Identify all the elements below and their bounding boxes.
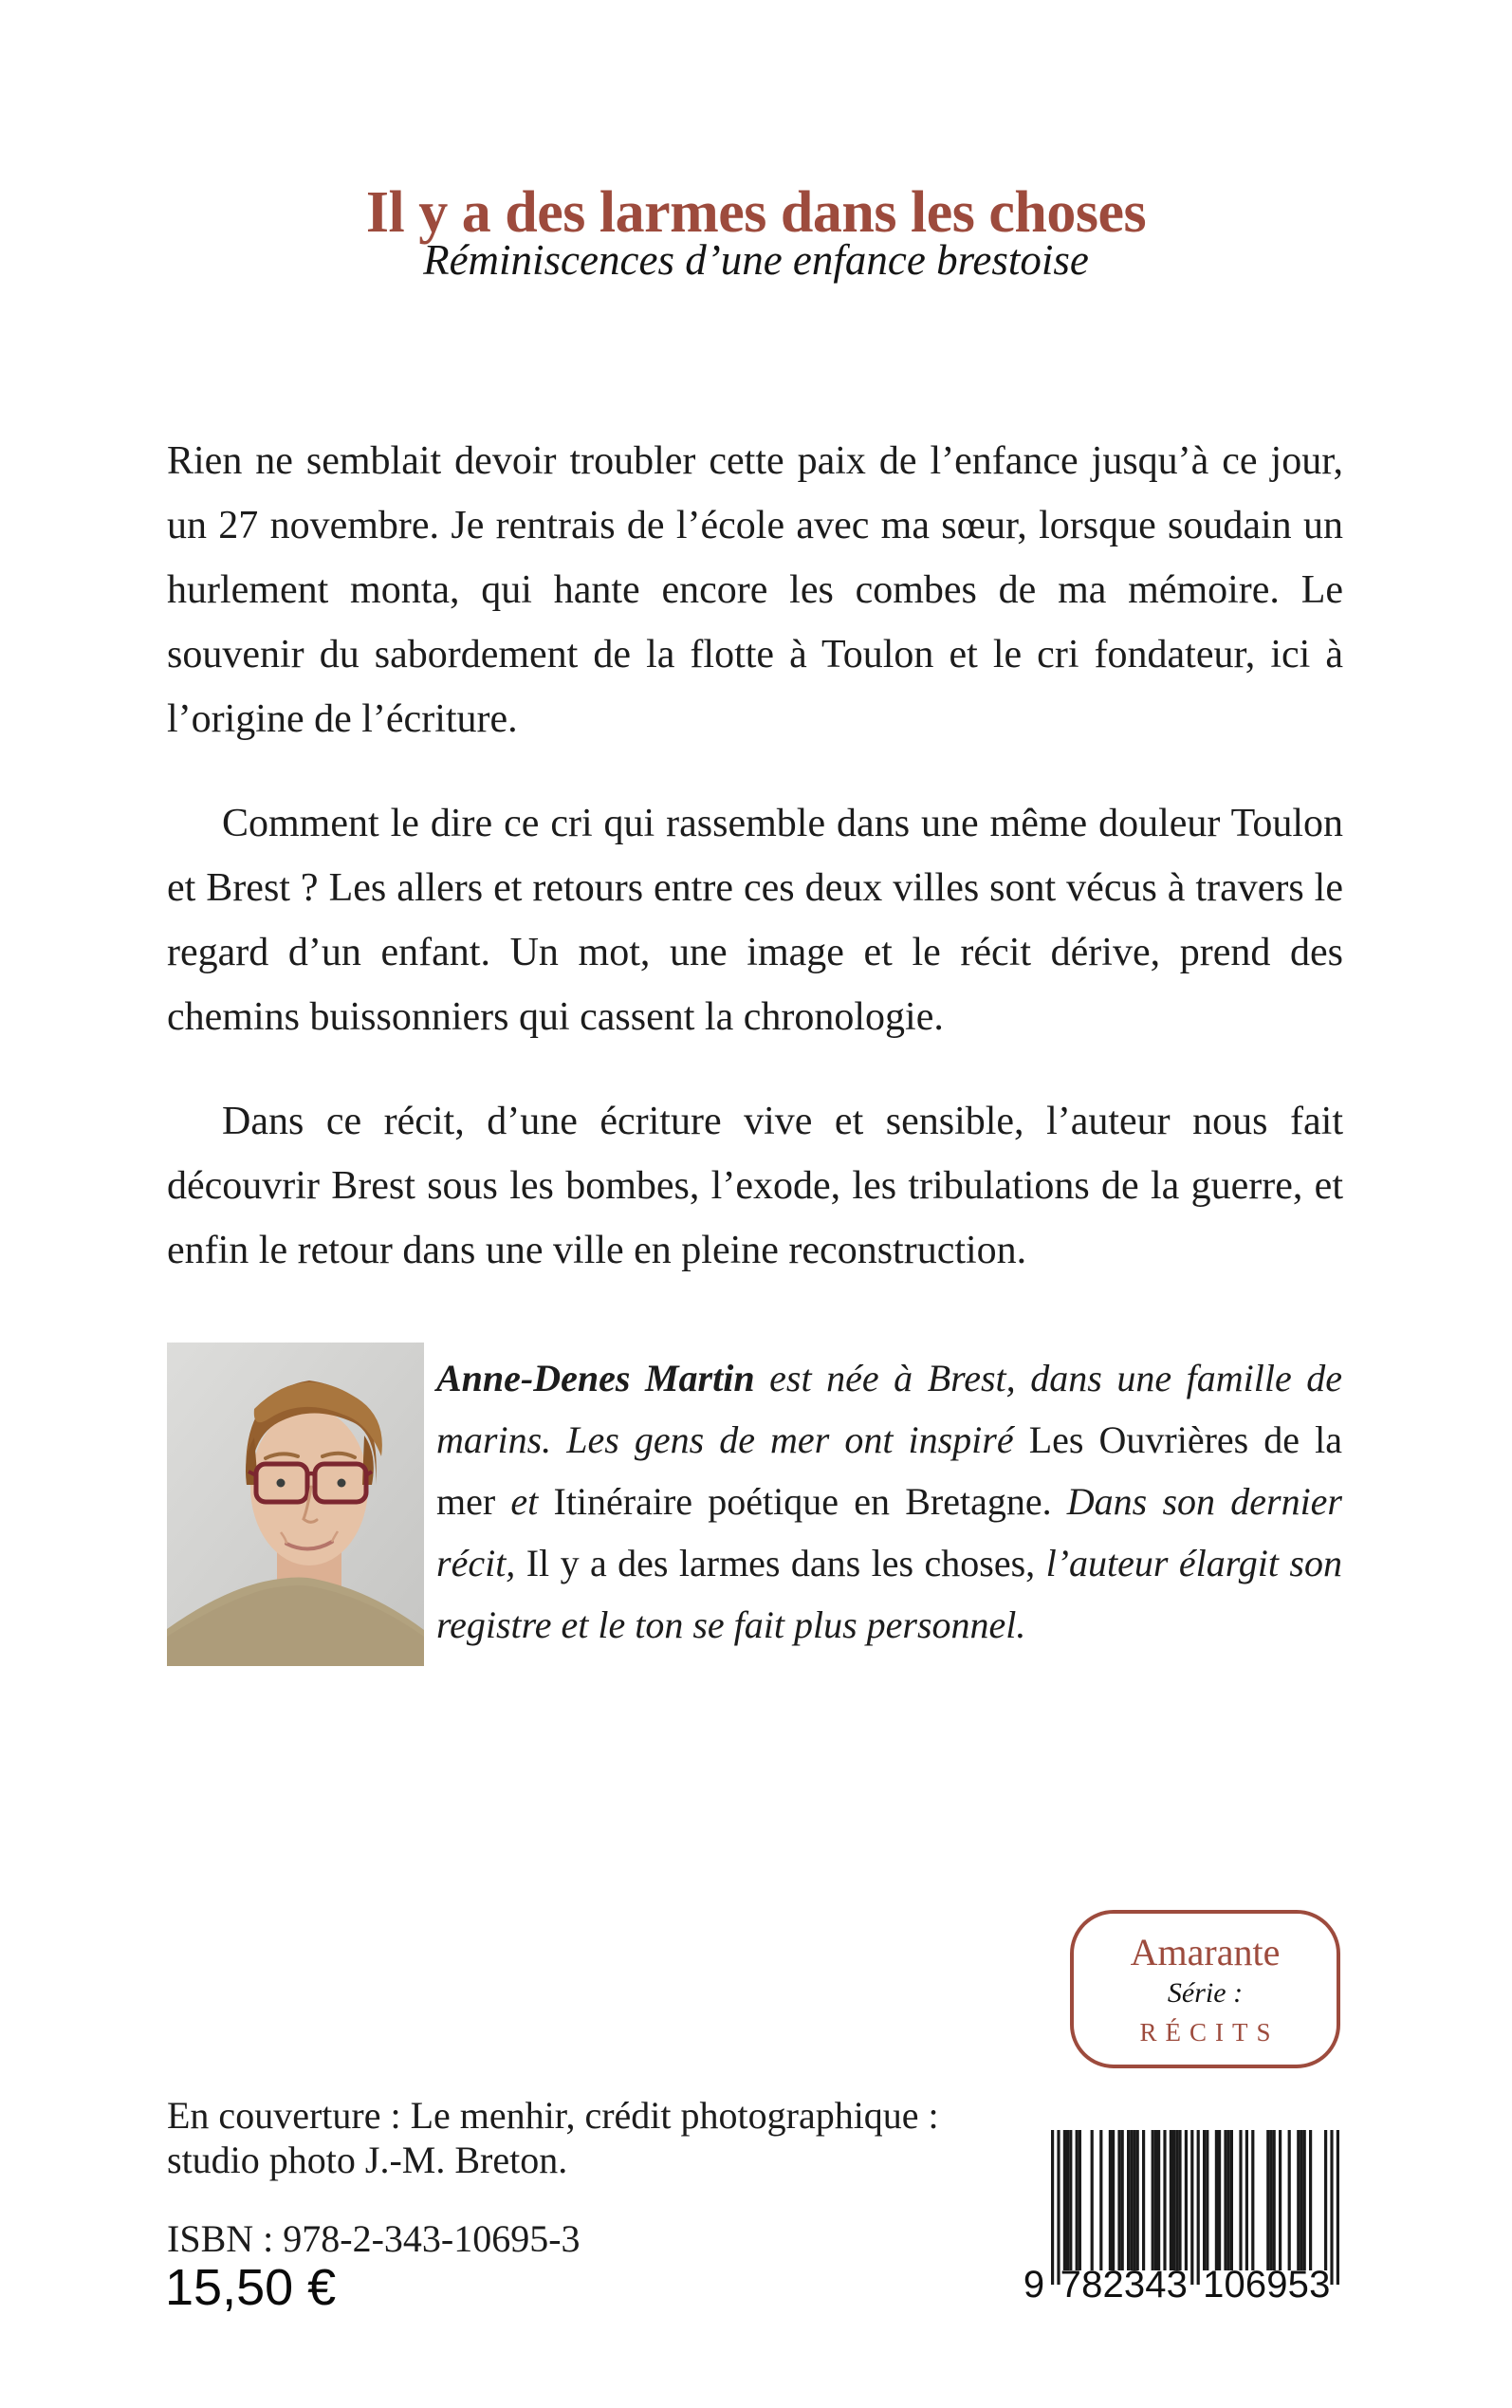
barcode-digit: 8: [1081, 2264, 1103, 2303]
barcode-digit: 6: [1245, 2264, 1267, 2303]
bio-segment: Dans son dernier récit,: [436, 1480, 1342, 1584]
cover-credit-line: studio photo J.-M. Breton.: [167, 2139, 568, 2181]
blurb-paragraph: Rien ne semblait devoir troubler cette paix de l’enfance jusqu’à ce jour, un 27 novembre. Je rentrais de l’école avec ma sœur, lorsque soudain un hurlement monta, qui hante encore les combes de ma mémoire. Le souvenir du sabordement de la flotte à Toulon et le cri fondateur, ici à l’origine de l’écriture.: [167, 439, 1343, 741]
cover-credit: [167, 2093, 1116, 2182]
bio-segment: est née à Brest, dans une famille de marins. Les gens de mer ont inspiré: [436, 1357, 1343, 1461]
blurb-paragraph: Dans ce récit, d’une écriture vive et sensible, l’auteur nous fait découvrir Brest sous les bombes, l’exode, les tribulations de la guerre, et enfin le retour dans une ville en pleine reconstruction.: [167, 1100, 1343, 1272]
book-subtitle: Réminiscences d’une enfance brestoise: [423, 236, 1089, 284]
bio-segment: l’auteur élargit son registre et le ton se fait plus personnel.: [436, 1542, 1342, 1646]
barcode-digit: 3: [1166, 2264, 1188, 2303]
barcode-digit: 1: [1203, 2264, 1225, 2303]
barcode-digit: 2: [1102, 2264, 1124, 2303]
collection-badge: [1070, 1910, 1340, 2068]
barcode-digit: 9: [1023, 2264, 1045, 2303]
book-title: Il y a des larmes dans les choses: [365, 179, 1147, 245]
bio-segment: Itinéraire poétique en Bretagne.: [553, 1480, 1067, 1523]
barcode-digit: 3: [1123, 2264, 1146, 2303]
bio-segment: et: [510, 1480, 554, 1523]
barcode-digit: 5: [1287, 2264, 1309, 2303]
barcode-digit: 4: [1145, 2264, 1167, 2303]
series-name: RÉCITS: [1139, 2018, 1280, 2047]
author-photo: [167, 1343, 424, 1666]
isbn: ISBN : 978-2-343-10695-3: [167, 2217, 581, 2260]
barcode-digit: 9: [1266, 2264, 1288, 2303]
series-label: Série :: [1167, 1977, 1244, 2009]
bio-segment: Il y a des larmes dans les choses,: [526, 1542, 1046, 1584]
blurb: [167, 429, 1343, 1323]
author-bio: [436, 1347, 1342, 1656]
bio-segment: Anne-Denes Martin: [436, 1357, 770, 1399]
barcode-digit: 7: [1060, 2264, 1081, 2303]
collection-name: Amarante: [1130, 1931, 1281, 1973]
ean13-barcode-svg: [1020, 2130, 1352, 2303]
barcode-digit: 3: [1309, 2264, 1331, 2303]
bio-segment: Les Ouvrières de la mer: [436, 1418, 1342, 1523]
price: 15,50 €: [165, 2259, 337, 2316]
cover-credit-line: En couverture : Le menhir, crédit photographique :: [167, 2094, 939, 2137]
barcode: [1020, 2130, 1352, 2303]
blurb-paragraph: Comment le dire ce cri qui rassemble dans une même douleur Toulon et Brest ? Les allers et retours entre ces deux villes sont vécus à travers le regard d’un enfant. Un mot, une image et le récit dérive, prend des chemins buissonniers qui cassent la chronologie.: [167, 802, 1343, 1039]
author-photo-illustration: [167, 1343, 424, 1666]
barcode-digit: 0: [1224, 2264, 1245, 2303]
